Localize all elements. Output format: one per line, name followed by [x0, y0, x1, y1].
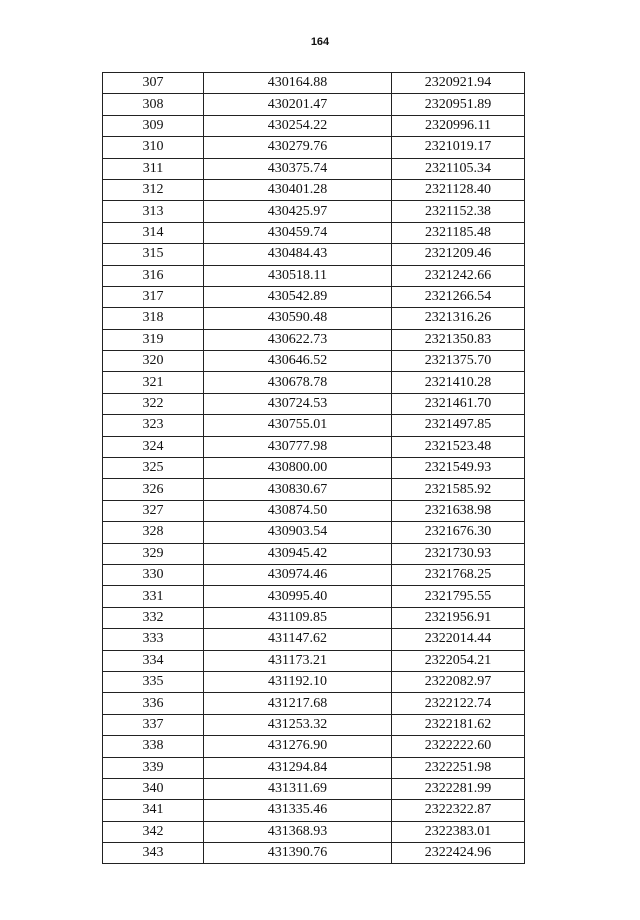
y-coordinate-cell: 2321152.38 [392, 201, 525, 222]
table-row [103, 351, 525, 372]
table-row [103, 778, 525, 799]
x-coordinate-cell: 430800.00 [204, 458, 392, 479]
table-row [103, 115, 525, 136]
x-coordinate-cell: 431217.68 [204, 693, 392, 714]
point-number-cell: 316 [103, 265, 204, 286]
page-number: 164 [310, 36, 330, 48]
point-number-cell: 324 [103, 436, 204, 457]
table-row [103, 265, 525, 286]
table-row [103, 543, 525, 564]
table-row [103, 714, 525, 735]
point-number-cell: 323 [103, 415, 204, 436]
y-coordinate-cell: 2321128.40 [392, 179, 525, 200]
x-coordinate-cell: 430401.28 [204, 179, 392, 200]
y-coordinate-cell: 2322383.01 [392, 821, 525, 842]
table-row [103, 586, 525, 607]
y-coordinate-cell: 2322122.74 [392, 693, 525, 714]
y-coordinate-cell: 2321461.70 [392, 393, 525, 414]
point-number-cell: 340 [103, 778, 204, 799]
x-coordinate-cell: 430590.48 [204, 308, 392, 329]
x-coordinate-cell: 430279.76 [204, 137, 392, 158]
point-number-cell: 339 [103, 757, 204, 778]
point-number-cell: 314 [103, 222, 204, 243]
y-coordinate-cell: 2322322.87 [392, 800, 525, 821]
x-coordinate-cell: 430995.40 [204, 586, 392, 607]
y-coordinate-cell: 2321795.55 [392, 586, 525, 607]
y-coordinate-cell: 2321316.26 [392, 308, 525, 329]
table-row [103, 650, 525, 671]
table-row [103, 308, 525, 329]
table-row [103, 843, 525, 864]
point-number-cell: 337 [103, 714, 204, 735]
coordinate-table-body [103, 73, 525, 864]
x-coordinate-cell: 430375.74 [204, 158, 392, 179]
table-row [103, 329, 525, 350]
table-row [103, 436, 525, 457]
table-row [103, 393, 525, 414]
y-coordinate-cell: 2322281.99 [392, 778, 525, 799]
x-coordinate-cell: 430254.22 [204, 115, 392, 136]
point-number-cell: 328 [103, 522, 204, 543]
point-number-cell: 315 [103, 244, 204, 265]
y-coordinate-cell: 2321676.30 [392, 522, 525, 543]
y-coordinate-cell: 2321410.28 [392, 372, 525, 393]
y-coordinate-cell: 2321209.46 [392, 244, 525, 265]
point-number-cell: 308 [103, 94, 204, 115]
y-coordinate-cell: 2321956.91 [392, 607, 525, 628]
y-coordinate-cell: 2320996.11 [392, 115, 525, 136]
table-row [103, 286, 525, 307]
x-coordinate-cell: 430622.73 [204, 329, 392, 350]
point-number-cell: 338 [103, 736, 204, 757]
point-number-cell: 336 [103, 693, 204, 714]
table-row [103, 607, 525, 628]
x-coordinate-cell: 431335.46 [204, 800, 392, 821]
table-row [103, 94, 525, 115]
x-coordinate-cell: 431147.62 [204, 629, 392, 650]
table-row [103, 244, 525, 265]
x-coordinate-cell: 430755.01 [204, 415, 392, 436]
point-number-cell: 335 [103, 671, 204, 692]
y-coordinate-cell: 2320951.89 [392, 94, 525, 115]
x-coordinate-cell: 431173.21 [204, 650, 392, 671]
point-number-cell: 309 [103, 115, 204, 136]
table-row [103, 158, 525, 179]
y-coordinate-cell: 2322424.96 [392, 843, 525, 864]
table-row [103, 629, 525, 650]
point-number-cell: 321 [103, 372, 204, 393]
y-coordinate-cell: 2321105.34 [392, 158, 525, 179]
x-coordinate-cell: 430777.98 [204, 436, 392, 457]
table-row [103, 201, 525, 222]
point-number-cell: 317 [103, 286, 204, 307]
x-coordinate-cell: 431368.93 [204, 821, 392, 842]
x-coordinate-cell: 430874.50 [204, 500, 392, 521]
x-coordinate-cell: 430518.11 [204, 265, 392, 286]
table-row [103, 522, 525, 543]
y-coordinate-cell: 2322082.97 [392, 671, 525, 692]
x-coordinate-cell: 430830.67 [204, 479, 392, 500]
table-row [103, 137, 525, 158]
table-row [103, 479, 525, 500]
coordinate-table [102, 72, 525, 864]
y-coordinate-cell: 2322251.98 [392, 757, 525, 778]
x-coordinate-cell: 430646.52 [204, 351, 392, 372]
point-number-cell: 313 [103, 201, 204, 222]
table-row [103, 693, 525, 714]
point-number-cell: 332 [103, 607, 204, 628]
table-row [103, 736, 525, 757]
point-number-cell: 341 [103, 800, 204, 821]
y-coordinate-cell: 2321730.93 [392, 543, 525, 564]
point-number-cell: 326 [103, 479, 204, 500]
point-number-cell: 331 [103, 586, 204, 607]
point-number-cell: 327 [103, 500, 204, 521]
y-coordinate-cell: 2321375.70 [392, 351, 525, 372]
x-coordinate-cell: 431192.10 [204, 671, 392, 692]
y-coordinate-cell: 2321497.85 [392, 415, 525, 436]
x-coordinate-cell: 431294.84 [204, 757, 392, 778]
table-row [103, 821, 525, 842]
y-coordinate-cell: 2321350.83 [392, 329, 525, 350]
point-number-cell: 322 [103, 393, 204, 414]
y-coordinate-cell: 2321242.66 [392, 265, 525, 286]
point-number-cell: 319 [103, 329, 204, 350]
x-coordinate-cell: 430484.43 [204, 244, 392, 265]
table-row [103, 415, 525, 436]
y-coordinate-cell: 2321585.92 [392, 479, 525, 500]
table-row [103, 372, 525, 393]
point-number-cell: 320 [103, 351, 204, 372]
x-coordinate-cell: 430974.46 [204, 564, 392, 585]
x-coordinate-cell: 431390.76 [204, 843, 392, 864]
x-coordinate-cell: 430201.47 [204, 94, 392, 115]
point-number-cell: 343 [103, 843, 204, 864]
table-row [103, 458, 525, 479]
y-coordinate-cell: 2321185.48 [392, 222, 525, 243]
point-number-cell: 307 [103, 73, 204, 94]
point-number-cell: 330 [103, 564, 204, 585]
x-coordinate-cell: 431311.69 [204, 778, 392, 799]
point-number-cell: 342 [103, 821, 204, 842]
x-coordinate-cell: 431109.85 [204, 607, 392, 628]
y-coordinate-cell: 2321638.98 [392, 500, 525, 521]
x-coordinate-cell: 430459.74 [204, 222, 392, 243]
point-number-cell: 333 [103, 629, 204, 650]
table-row [103, 800, 525, 821]
table-row [103, 222, 525, 243]
y-coordinate-cell: 2322054.21 [392, 650, 525, 671]
x-coordinate-cell: 430678.78 [204, 372, 392, 393]
y-coordinate-cell: 2322222.60 [392, 736, 525, 757]
point-number-cell: 318 [103, 308, 204, 329]
table-row [103, 671, 525, 692]
x-coordinate-cell: 430542.89 [204, 286, 392, 307]
table-row [103, 757, 525, 778]
y-coordinate-cell: 2322014.44 [392, 629, 525, 650]
point-number-cell: 334 [103, 650, 204, 671]
x-coordinate-cell: 431253.32 [204, 714, 392, 735]
x-coordinate-cell: 430425.97 [204, 201, 392, 222]
y-coordinate-cell: 2321549.93 [392, 458, 525, 479]
y-coordinate-cell: 2322181.62 [392, 714, 525, 735]
x-coordinate-cell: 431276.90 [204, 736, 392, 757]
x-coordinate-cell: 430164.88 [204, 73, 392, 94]
x-coordinate-cell: 430903.54 [204, 522, 392, 543]
point-number-cell: 325 [103, 458, 204, 479]
point-number-cell: 329 [103, 543, 204, 564]
y-coordinate-cell: 2321523.48 [392, 436, 525, 457]
x-coordinate-cell: 430724.53 [204, 393, 392, 414]
x-coordinate-cell: 430945.42 [204, 543, 392, 564]
table-row [103, 564, 525, 585]
y-coordinate-cell: 2321266.54 [392, 286, 525, 307]
point-number-cell: 312 [103, 179, 204, 200]
table-row [103, 179, 525, 200]
y-coordinate-cell: 2321768.25 [392, 564, 525, 585]
y-coordinate-cell: 2320921.94 [392, 73, 525, 94]
table-row [103, 73, 525, 94]
y-coordinate-cell: 2321019.17 [392, 137, 525, 158]
point-number-cell: 310 [103, 137, 204, 158]
point-number-cell: 311 [103, 158, 204, 179]
table-row [103, 500, 525, 521]
